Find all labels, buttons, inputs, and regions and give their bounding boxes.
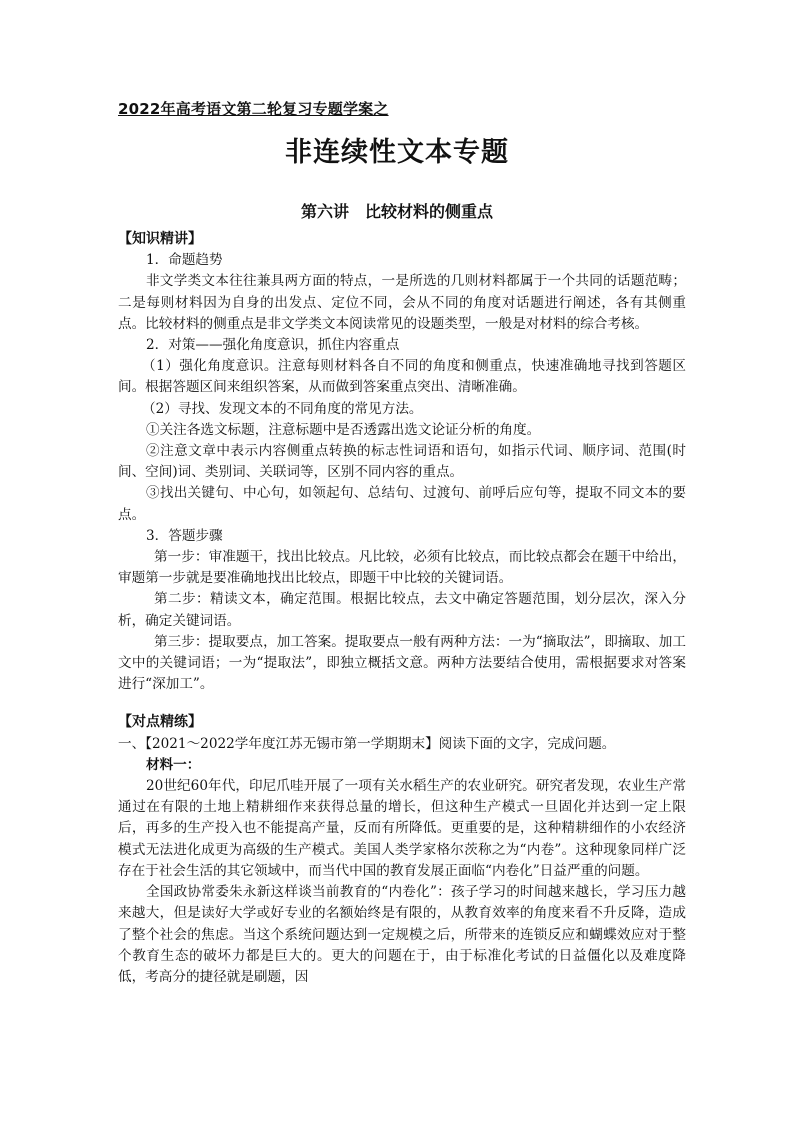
main-title: 非连续性文本专题 <box>285 137 509 168</box>
trend-paragraph: 非文学类文本往往兼具两方面的特点，一是所选的几则材料都属于一个共同的话题范畴；二是每则材料因为自身的出发点、定位不同，会从不同的角度对话题进行阐述，各有其侧重点。比较材料的侧重点是非文学类文本阅读常见的设题类型，一般是对材料的综合考核。 <box>118 273 686 332</box>
series-title: 2022年高考语文第二轮复习专题学案之 <box>118 100 389 118</box>
method-3: ③找出关键句、中心句，如领起句、总结句、过渡句、前呼后应句等，提取不同文本的要点。 <box>118 485 686 523</box>
strategy-point-1: （1）强化角度意识。注意每则材料各自不同的角度和侧重点，快速准确地寻找到答题区间。根据答题区间来组织答案，从而做到答案重点突出、清晰准确。 <box>118 358 686 396</box>
question-line: 一、【2021～2022学年度江苏无锡市第一学期期末】阅读下面的文字，完成问题。 <box>118 735 616 752</box>
step-1: 第一步：审准题干，找出比较点。凡比较，必须有比较点，而比较点都会在题干中给出，审题第一步就是要准确地找出比较点，即题干中比较的关键词语。 <box>118 549 686 587</box>
trend-heading: 1．命题趋势 <box>146 252 223 269</box>
material-paragraph-1: 20世纪60年代，印尼爪哇开展了一项有关水稻生产的农业研究。研究者发现，农业生产常通过在有限的土地上精耕细作来获得总量的增长，但这种生产模式一旦固化并达到一定上限后，再多的生产投入也不能提高产量，反而有所降低。更重要的是，这种精耕细作的小农经济模式无法进化成更为高级的生产模式。美国人类学家格尔茨称之为“内卷”。这种现象同样广泛存在于社会生活的其它领域中，而当代中国的教育发展正面临“内卷化”日益严重的问题。 <box>118 778 686 879</box>
step-3: 第三步：提取要点，加工答案。提取要点一般有两种方法：一为“摘取法”，即摘取、加工文中的关键词语；一为“提取法”，即独立概括文意。两种方法要结合使用，需根据要求对答案进行“深加工”。 <box>118 633 686 693</box>
strategy-point-2: （2）寻找、发现文本的不同角度的常见方法。 <box>142 400 423 417</box>
step-2: 第二步：精读文本，确定范围。根据比较点，去文中确定答题范围，划分层次，深入分析，确定关键词语。 <box>118 591 686 629</box>
material-paragraph-2: 全国政协常委朱永新这样谈当前教育的“内卷化”：孩子学习的时间越来越长，学习压力越来越大，但是读好大学或好专业的名额始终是有限的，从教育效率的角度来看不升反降，造成了整个社会的焦虑。当这个系统问题达到一定规模之后，所带来的连锁反应和蝴蝶效应对于整个教育生态的破坏力都是巨大的。更大的问题在于，由于标准化考试的日益僵化以及难度降低，考高分的捷径就是刷题，因 <box>118 884 686 985</box>
document-body <box>118 229 686 988</box>
method-2: ②注意文章中表示内容侧重点转换的标志性词语和语句，如指示代词、顺序词、范围(时间、空间)词、类别词、关联词等，区别不同内容的重点。 <box>118 443 686 481</box>
material-label: 材料一： <box>146 756 201 773</box>
strategy-heading: 2．对策——强化角度意识，抓住内容重点 <box>146 337 400 354</box>
method-1: ①关注各选文标题，注意标题中是否透露出选文论证分析的角度。 <box>146 421 541 438</box>
lecture-title: 第六讲 比较材料的侧重点 <box>300 202 493 221</box>
knowledge-heading: 【知识精讲】 <box>118 231 202 247</box>
steps-heading: 3．答题步骤 <box>146 527 223 544</box>
practice-heading: 【对点精练】 <box>118 714 202 731</box>
